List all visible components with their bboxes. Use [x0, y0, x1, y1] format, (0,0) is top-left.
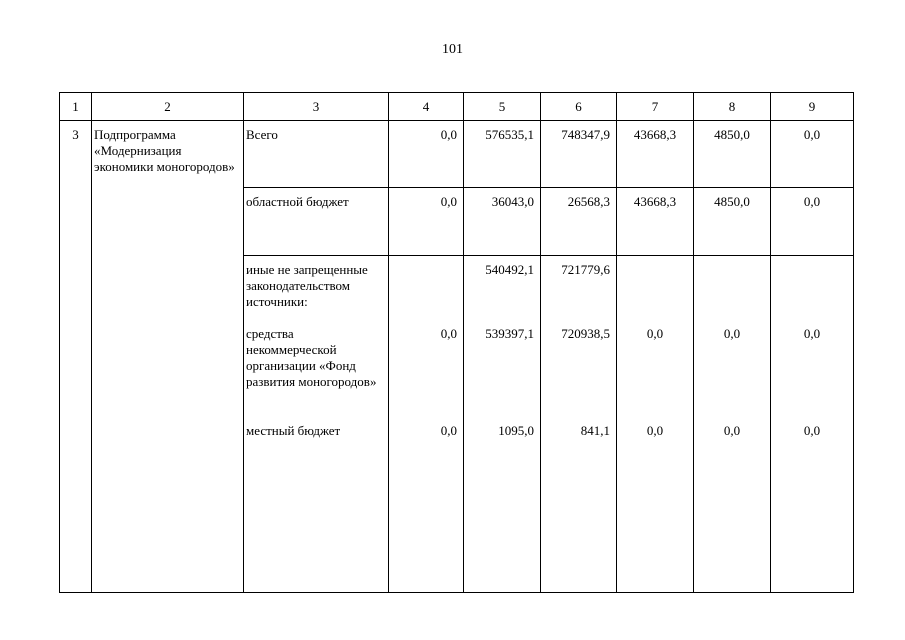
value-cell: 0,0 [440, 423, 457, 438]
value-cell: 720938,5 [561, 326, 610, 341]
row-number: 3 [60, 121, 92, 593]
value-cell: 0,0 [723, 326, 741, 341]
value-cell: 0,0 [771, 121, 854, 188]
values-col-4 [389, 256, 464, 593]
value-cell: 539397,1 [485, 326, 534, 341]
values-col-5 [464, 256, 541, 593]
value-cell: 0,0 [389, 121, 464, 188]
value-cell: 0,0 [803, 326, 821, 341]
value-cell: 0,0 [440, 326, 457, 341]
value-cell: 1095,0 [498, 423, 534, 438]
source-label-fund: средства некоммерческой организации «Фонд развития моногородов» [246, 326, 377, 389]
value-cell: 0,0 [803, 423, 821, 438]
page-number: 101 [442, 42, 463, 57]
values-col-9 [771, 256, 854, 593]
values-col-8 [694, 256, 771, 593]
subprogram-name: Подпрограмма «Модернизация экономики моногородов» [92, 121, 244, 593]
values-col-7 [617, 256, 694, 593]
value-cell: 576535,1 [464, 121, 541, 188]
table-header-row [60, 93, 854, 121]
header-cell: 5 [464, 93, 541, 121]
header-cell: 8 [694, 93, 771, 121]
value-cell: 748347,9 [541, 121, 617, 188]
budget-table [59, 92, 854, 593]
value-cell [389, 262, 463, 326]
source-label-other: иные не запрещенные законодательством источники: [246, 262, 368, 309]
value-cell: 4850,0 [694, 188, 771, 256]
value-cell: 0,0 [723, 423, 741, 438]
value-cell: 0,0 [646, 326, 664, 341]
value-cell: 540492,1 [485, 262, 534, 277]
value-cell: 841,1 [580, 423, 610, 438]
header-cell: 2 [92, 93, 244, 121]
values-col-6 [541, 256, 617, 593]
value-cell: 43668,3 [617, 121, 694, 188]
source-label-total: Всего [244, 121, 389, 188]
value-cell: 36043,0 [464, 188, 541, 256]
value-cell: 4850,0 [694, 121, 771, 188]
value-cell: 721779,6 [561, 262, 610, 277]
value-cell [617, 262, 693, 326]
value-cell: 0,0 [771, 188, 854, 256]
value-cell: 0,0 [389, 188, 464, 256]
source-labels-cell [244, 256, 389, 593]
header-cell: 9 [771, 93, 854, 121]
source-label-local: местный бюджет [246, 423, 341, 438]
value-cell: 0,0 [646, 423, 664, 438]
header-cell: 4 [389, 93, 464, 121]
header-cell: 7 [617, 93, 694, 121]
value-cell: 26568,3 [541, 188, 617, 256]
table-row-total [60, 121, 854, 188]
value-cell [771, 262, 853, 326]
header-cell: 3 [244, 93, 389, 121]
value-cell: 43668,3 [617, 188, 694, 256]
value-cell [694, 262, 770, 326]
header-cell: 1 [60, 93, 92, 121]
source-label-regional: областной бюджет [244, 188, 389, 256]
header-cell: 6 [541, 93, 617, 121]
